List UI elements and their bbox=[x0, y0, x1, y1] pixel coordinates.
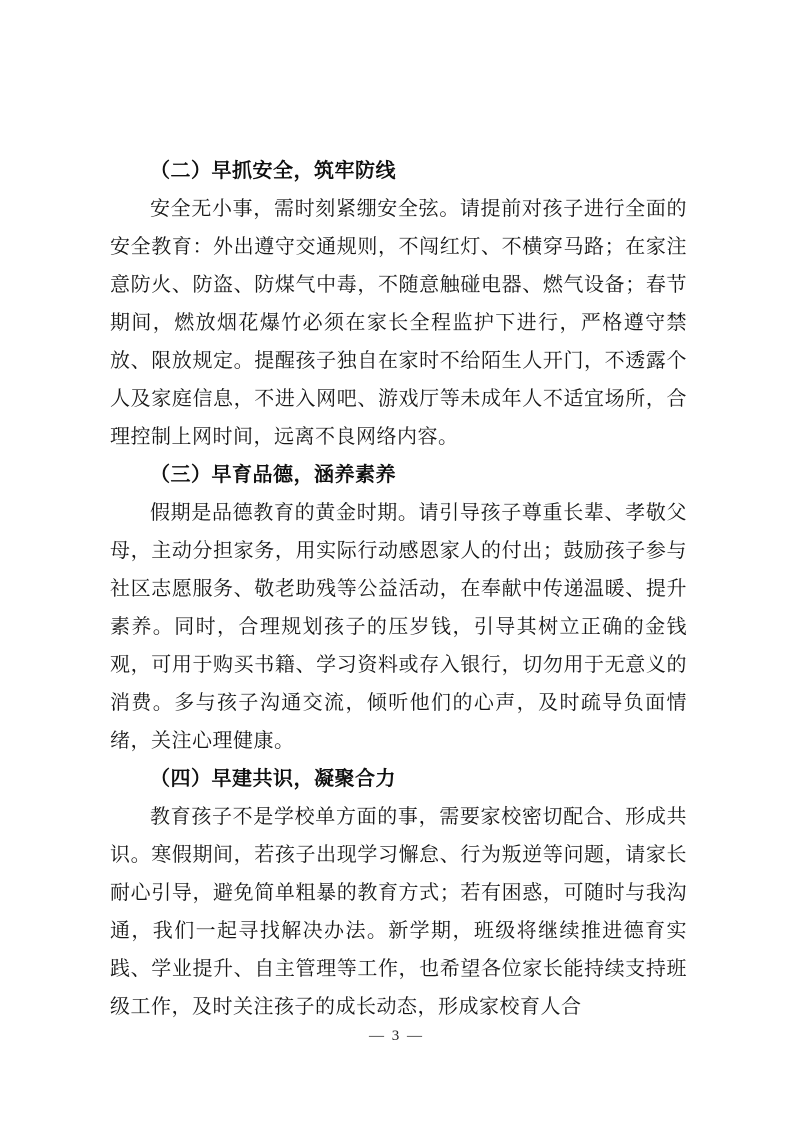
section-paragraph: 安全无小事，需时刻紧绷安全弦。请提前对孩子进行全面的安全教育：外出遵守交通规则，不闯红灯、不横穿马路；在家注意防火、防盗、防煤气中毒，不随意触碰电器、燃气设备；春节期间，燃放烟花爆竹必须在家长全程监护下进行，严格遵守禁放、限放规定。提醒孩子独自在家时不给陌生人开门，不透露个人及家庭信息，不进入网吧、游戏厅等未成年人不适宜场所，合理控制上网时间，远离不良网络内容。 bbox=[110, 198, 687, 448]
section-paragraph: 教育孩子不是学校单方面的事，需要家校密切配合、形成共识。寒假期间，若孩子出现学习懈怠、行为叛逆等问题，请家长耐心引导，避免简单粗暴的教育方式；若有困惑，可随时与我沟通，我们一起寻找解决办法。新学期，班级将继续推进德育实践、学业提升、自主管理等工作，也希望各位家长能持续支持班级工作，及时关注孩子的成长动态，形成家校育人合 bbox=[110, 806, 687, 1018]
section-paragraph: 假期是品德教育的黄金时期。请引导孩子尊重长辈、孝敬父母，主动分担家务，用实际行动感恩家人的付出；鼓励孩子参与社区志愿服务、敬老助残等公益活动，在奉献中传递温暖、提升素养。同时，合理规划孩子的压岁钱，引导其树立正确的金钱观，可用于购买书籍、学习资料或存入银行，切勿用于无意义的消费。多与孩子沟通交流，倾听他们的心声，及时疏导负面情绪，关注心理健康。 bbox=[110, 502, 687, 752]
section-heading: （四）早建共识，凝聚合力 bbox=[150, 768, 396, 790]
section-safety bbox=[110, 152, 687, 456]
section-morality bbox=[110, 456, 687, 760]
section-heading: （三）早育品德，涵养素养 bbox=[150, 464, 396, 486]
section-consensus bbox=[110, 760, 687, 1026]
section-heading: （二）早抓安全，筑牢防线 bbox=[150, 160, 396, 182]
page-number: — 3 — bbox=[369, 1028, 424, 1044]
